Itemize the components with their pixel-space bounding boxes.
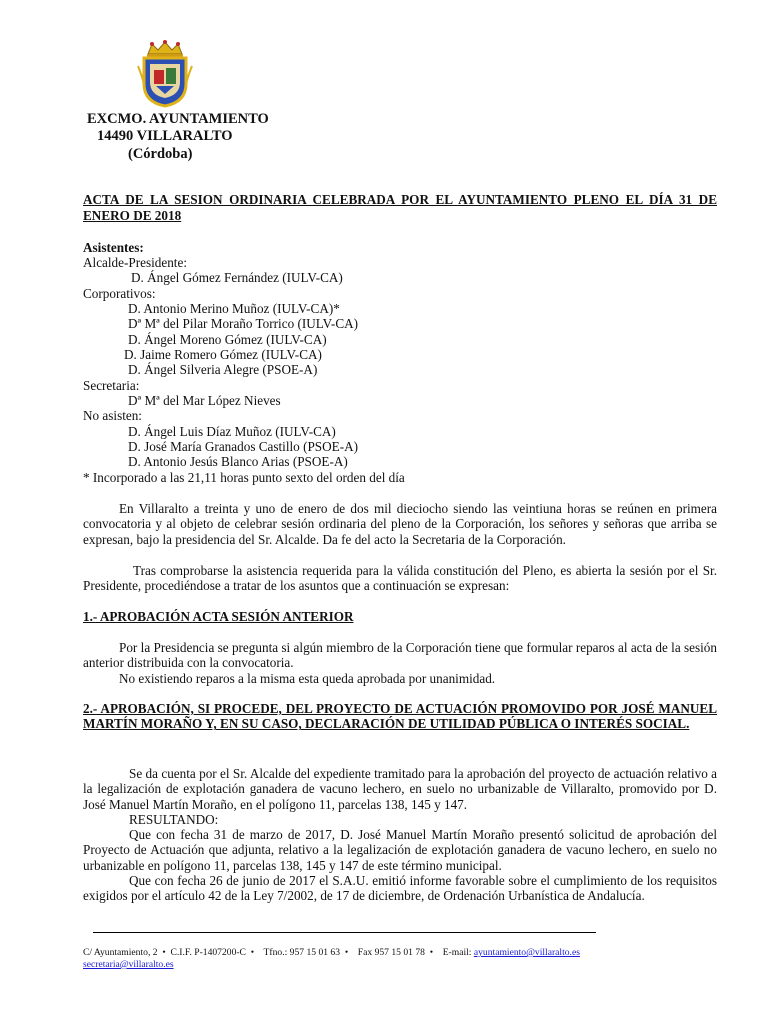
section-1-heading: 1.- APROBACIÓN ACTA SESIÓN ANTERIOR	[83, 609, 354, 624]
footer-fax: Fax 957 15 01 78	[357, 947, 425, 958]
footer-secretary-email-link[interactable]: secretaria@villaralto.es	[83, 959, 174, 970]
attendance-note: * Incorporado a las 21,11 horas punto sexto del orden del día	[83, 470, 405, 485]
attendees-heading: Asistentes:	[83, 240, 144, 255]
resultando-label: RESULTANDO:	[129, 812, 219, 827]
secretary-label: Secretaria:	[83, 378, 140, 393]
bullet-icon: •	[429, 947, 434, 958]
footer-phone: Tfno.: 957 15 01 63	[263, 947, 341, 958]
section-2-heading: 2.- APROBACIÓN, SI PROCEDE, DEL PROYECTO DE ACTUACIÓN PROMOVIDO POR JOSÉ MANUEL MARTÍN MORAÑO Y, EN SU CASO, DECLARACIÓN DE UTILIDAD PÚBLICA O INTERÉS SOCIAL.	[83, 701, 717, 732]
section-2-paragraph: Que con fecha 31 de marzo de 2017, D. José Manuel Martín Moraño presentó solicitud de aprobación del Proyecto de Actuación que adjunta, relativo a la legalización de explotación ganadera de vacuno lechero, en suelo no urbanizable en polígono 11, parcelas 138, 145 y 147 de este término municipal.	[83, 827, 717, 873]
corporativo-item: D. Jaime Romero Gómez (IULV-CA)	[124, 347, 322, 362]
header-line-1: EXCMO. AYUNTAMIENTO	[87, 111, 269, 127]
document-title: ACTA DE LA SESION ORDINARIA CELEBRADA POR EL AYUNTAMIENTO PLENO EL DÍA 31 DE ENERO DE 2018	[83, 192, 717, 223]
footer-email-link[interactable]: ayuntamiento@villaralto.es	[473, 947, 580, 958]
header-line-3: (Córdoba)	[128, 146, 193, 162]
header-line-2: 14490 VILLARALTO	[97, 128, 233, 144]
footer-cif: C.I.F. P-1407200-C	[170, 947, 246, 958]
bullet-icon: •	[162, 947, 166, 958]
mayor-label: Alcalde-Presidente:	[83, 255, 187, 270]
bullet-icon: •	[344, 947, 349, 958]
footer-divider	[93, 932, 596, 933]
intro-paragraph: Tras comprobarse la asistencia requerida para la válida constitución del Pleno, es abierta la sesión por el Sr. Presidente, procediéndose a tratar de los asuntos que a continuación se expresan:	[83, 563, 717, 594]
mayor-name: D. Ángel Gómez Fernández (IULV-CA)	[131, 270, 343, 285]
secretary-name: Dª Mª del Mar López Nieves	[128, 393, 281, 408]
corporativo-item: Dª Mª del Pilar Moraño Torrico (IULV-CA)	[128, 316, 359, 331]
absent-label: No asisten:	[83, 408, 142, 423]
intro-paragraph: En Villaralto a treinta y uno de enero de dos mil dieciocho siendo las veintiuna horas se reúnen en primera convocatoria y al objeto de celebrar sesión ordinaria del pleno de la Corporación, los señores y señoras que arriba se expresan, bajo la presidencia del Sr. Alcalde. Da fe del acto la Secretaria de la Corporación.	[83, 501, 717, 547]
corporativo-item: D. Ángel Silveria Alegre (PSOE-A)	[128, 362, 318, 377]
absent-item: D. Antonio Jesús Blanco Arias (PSOE-A)	[128, 454, 348, 469]
section-1-paragraph: No existiendo reparos a la misma esta queda aprobada por unanimidad.	[119, 671, 496, 686]
absent-item: D. José María Granados Castillo (PSOE-A)	[128, 439, 359, 454]
footer-address: C/ Ayuntamiento, 2	[83, 947, 158, 958]
footer-email-label: E-mail:	[442, 947, 472, 958]
municipal-coat-of-arms	[136, 40, 194, 108]
corporativos-label: Corporativos:	[83, 286, 156, 301]
section-2-paragraph: Se da cuenta por el Sr. Alcalde del expediente tramitado para la aprobación del proyecto de actuación relativo a la legalización de explotación ganadera de vacuno lechero, en suelo no urbanizable de Villaralto, promovido por D. José Manuel Martín Moraño, en el polígono 11, parcelas 138, 145 y 147.	[83, 766, 717, 812]
section-2-paragraph: Que con fecha 26 de junio de 2017 el S.A.U. emitió informe favorable sobre el cumplimiento de los requisitos exigidos por el artículo 42 de la Ley 7/2002, de 17 de diciembre, de Ordenación Urbanística de Andalucía.	[83, 873, 717, 904]
corporativo-item: D. Antonio Merino Muñoz (IULV-CA)*	[128, 301, 340, 316]
corporativo-item: D. Ángel Moreno Gómez (IULV-CA)	[128, 332, 327, 347]
footer-email-line-2	[83, 959, 174, 971]
absent-item: D. Ángel Luis Díaz Muñoz (IULV-CA)	[128, 424, 336, 439]
section-1-paragraph: Por la Presidencia se pregunta si algún miembro de la Corporación tiene que formular reparos al acta de la sesión anterior distribuida con la convocatoria.	[83, 640, 717, 671]
footer-contact-line	[83, 947, 580, 959]
bullet-icon: •	[250, 947, 255, 958]
